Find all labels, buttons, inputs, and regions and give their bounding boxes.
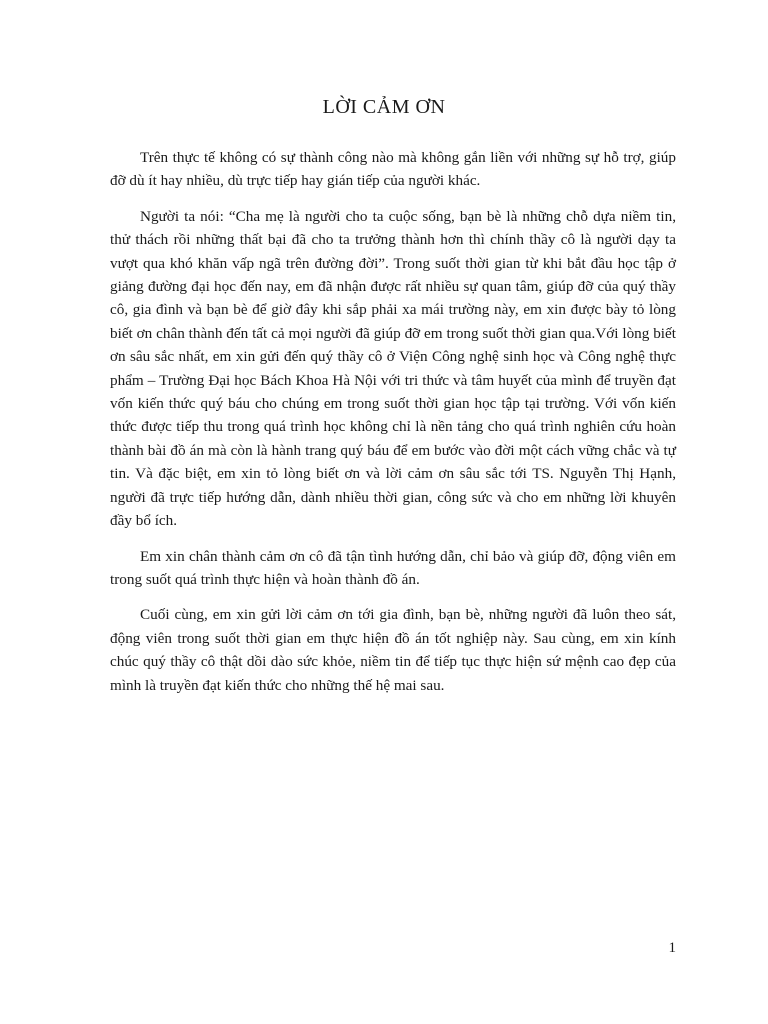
page-number: 1	[668, 940, 676, 956]
document-body	[110, 146, 676, 709]
paragraph-closing: Cuối cùng, em xin gửi lời cảm ơn tới gia đình, bạn bè, những người đã luôn theo sát, động viên trong suốt thời gian em thực hiện đồ án tốt nghiệp này. Sau cùng, em xin kính chúc quý thầy cô thật dồi dào sức khỏe, niềm tin để tiếp tục thực hiện sứ mệnh cao đẹp của mình là truyền đạt kiến thức cho những thế hệ mai sau.	[110, 606, 676, 694]
paragraph-intro: Trên thực tế không có sự thành công nào mà không gắn liền với những sự hỗ trợ, giúp đỡ dù ít hay nhiều, dù trực tiếp hay gián tiếp của người khác.	[110, 149, 676, 190]
paragraph-gratitude-teachers: Người ta nói: “Cha mẹ là người cho ta cuộc sống, bạn bè là những chỗ dựa niềm tin, thử thách rồi những thất bại đã cho ta trưởng thành hơn thì chính thầy cô là người dạy ta vượt qua khó khăn vấp ngã trên đường đời”. Trong suốt thời gian từ khi bắt đầu học tập ở giảng đường đại học đến nay, em đã nhận được rất nhiều sự quan tâm, giúp đỡ của quý thầy cô, gia đình và bạn bè để giờ đây khi sắp phải xa mái trường này, em xin được bày tỏ lòng biết ơn chân thành đến tất cả mọi người đã giúp đỡ em trong suốt thời gian qua.Với lòng biết ơn sâu sắc nhất, em xin gửi đến quý thầy cô ở Viện Công nghệ sinh học và Công nghệ thực phẩm – Trường Đại học Bách Khoa Hà Nội với tri thức và tâm huyết của mình để truyền đạt vốn kiến thức quý báu cho chúng em trong suốt thời gian học tập tại trường. Với vốn kiến thức được tiếp thu trong quá trình học không chỉ là nền tảng cho quá trình nghiên cứu hoàn thành bài đồ án mà còn là hành trang quý báu để em bước vào đời một cách vững chắc và tự tin. Và đặc biệt, em xin tỏ lòng biết ơn và lời cảm ơn sâu sắc tới TS. Nguyễn Thị Hạnh, người đã trực tiếp hướng dẫn, dành nhiều thời gian, công sức và cho em những lời khuyên đầy bổ ích.	[110, 207, 676, 530]
paragraph-thanks-supervisor: Em xin chân thành cảm ơn cô đã tận tình hướng dẫn, chỉ bảo và giúp đỡ, động viên em trong suốt quá trình thực hiện và hoàn thành đồ án.	[110, 547, 676, 588]
page-title: LỜI CẢM ƠN	[322, 96, 446, 118]
